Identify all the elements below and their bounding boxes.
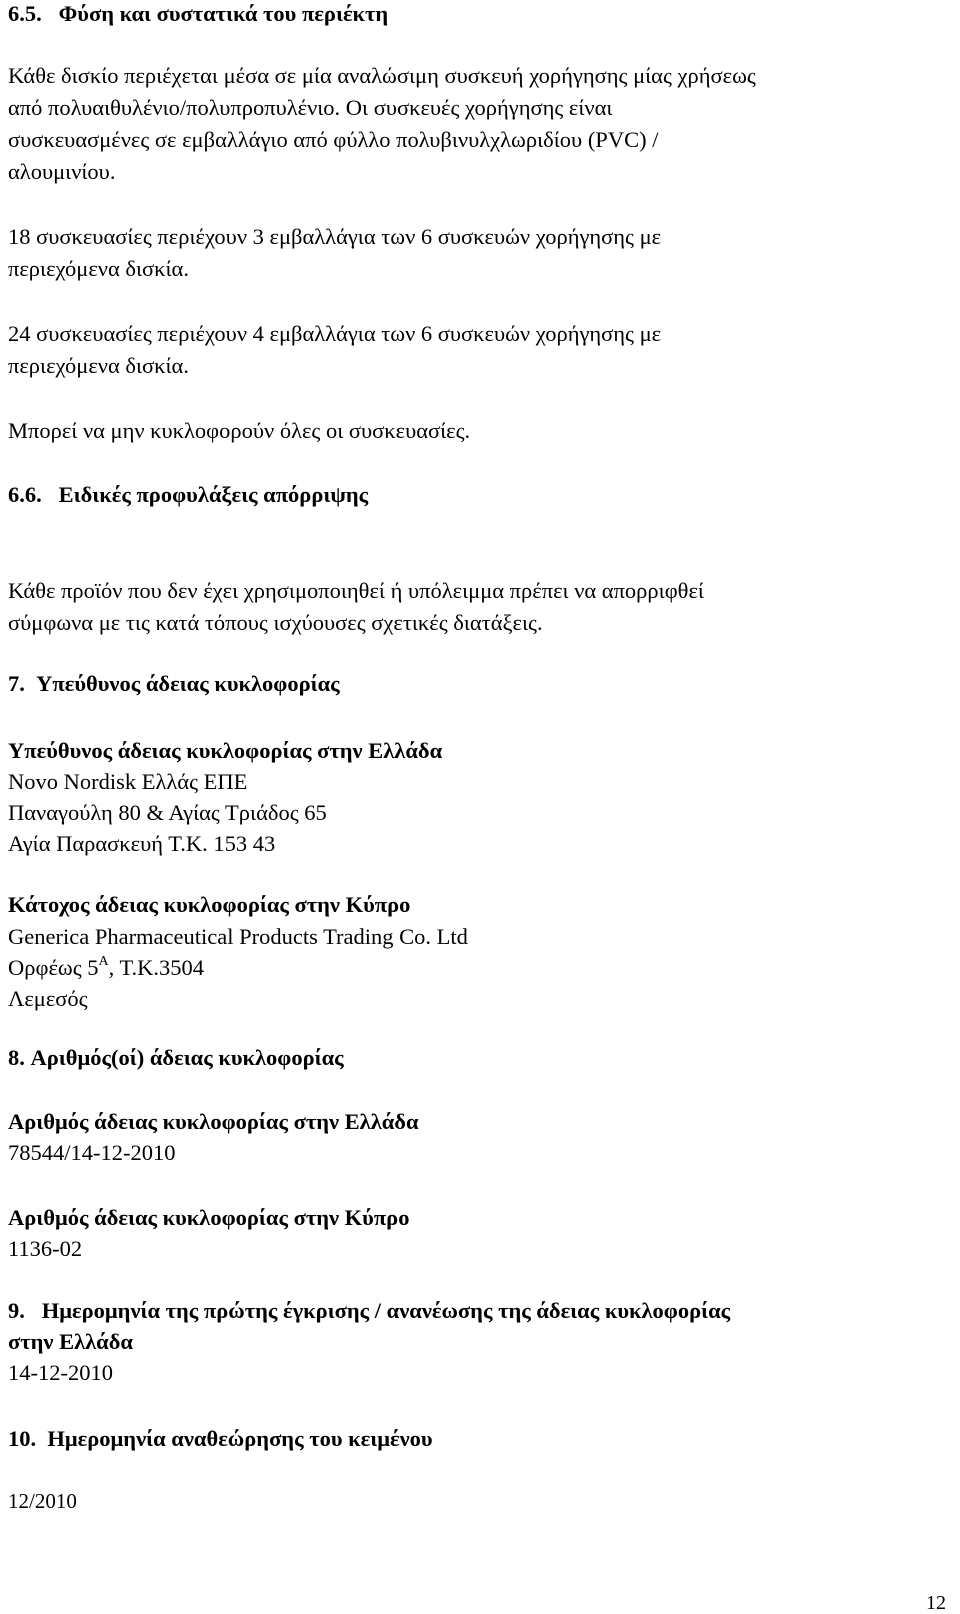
paragraph-line: 18 συσκευασίες περιέχουν 3 εμβαλλάγια των 6 συσκευών χορήγησης με (8, 224, 662, 249)
paragraph-line: Κάθε προϊόν που δεν έχει χρησιμοποιηθεί ή υπόλειμμα πρέπει να απορριφθεί (8, 578, 704, 603)
authorization-number: 1136-02 (8, 1236, 83, 1261)
subheading-greece: Αριθμός άδειας κυκλοφορίας στην Ελλάδα (8, 1109, 419, 1134)
section-title: Ειδικές προφυλάξεις απόρριψης (58, 482, 369, 507)
address-line: Novo Nordisk Ελλάς ΕΠΕ (8, 769, 248, 794)
paragraph-line: συσκευασμένες σε εμβαλλάγιο από φύλλο πολυβινυλχλωριδίου (PVC) / (8, 127, 659, 152)
subheading-cyprus: Κάτοχος άδειας κυκλοφορίας στην Κύπρο (8, 892, 411, 917)
section-10-heading (8, 1427, 433, 1451)
paragraph-line: 24 συσκευασίες περιέχουν 4 εμβαλλάγια των 6 συσκευών χορήγησης με (8, 321, 662, 346)
section-number: 6.6. (8, 482, 42, 507)
section-number: 8. (8, 1045, 25, 1070)
paragraph-line: από πολυαιθυλένιο/πολυπροπυλένιο. Οι συσκευές χορήγησης είναι (8, 95, 613, 120)
section-6-5-heading (8, 2, 388, 26)
paragraph-line: σύμφωνα με τις κατά τόπους ισχύουσες σχετικές διατάξεις. (8, 610, 543, 635)
section-number: 10. (8, 1426, 37, 1451)
address-line: Λεμεσός (8, 986, 88, 1011)
address-line: Αγία Παρασκευή Τ.Κ. 153 43 (8, 831, 276, 856)
section-9-heading (8, 1299, 730, 1323)
address-line: Παναγούλη 80 & Αγίας Τριάδος 65 (8, 800, 327, 825)
section-title: Φύση και συστατικά του περιέκτη (58, 1, 389, 26)
section-number: 9. (8, 1298, 25, 1323)
authorization-number: 78544/14-12-2010 (8, 1140, 176, 1165)
revision-date: 12/2010 (8, 1489, 77, 1513)
address-street: Ορφέως 5 (8, 955, 99, 980)
paragraph-line: αλουμινίου. (8, 159, 116, 184)
section-8-heading (8, 1046, 344, 1070)
address-line (8, 953, 205, 980)
section-7-heading (8, 672, 340, 696)
approval-date: 14-12-2010 (8, 1360, 113, 1385)
section-title: Υπεύθυνος άδειας κυκλοφορίας (36, 671, 340, 696)
section-title: Ημερομηνία αναθεώρησης του κειμένου (47, 1426, 433, 1451)
superscript: Α (98, 953, 109, 969)
address-line: Generica Pharmaceutical Products Trading Co. Ltd (8, 924, 468, 949)
page-number: 12 (926, 1592, 946, 1614)
subheading-greece: Υπεύθυνος άδειας κυκλοφορίας στην Ελλάδα (8, 738, 443, 763)
paragraph-line: περιεχόμενα δισκία. (8, 353, 189, 378)
paragraph-line: Κάθε δισκίο περιέχεται μέσα σε μία αναλώσιμη συσκευή χορήγησης μίας χρήσεως (8, 63, 756, 88)
section-title: Ημερομηνία της πρώτης έγκρισης / ανανέωσης της άδειας κυκλοφορίας (41, 1298, 731, 1323)
section-number: 7. (8, 671, 25, 696)
paragraph-line: περιεχόμενα δισκία. (8, 256, 189, 281)
section-title: Αριθμός(οί) άδειας κυκλοφορίας (30, 1045, 344, 1070)
section-number: 6.5. (8, 1, 42, 26)
section-6-6-heading (8, 483, 368, 507)
subheading-cyprus: Αριθμός άδειας κυκλοφορίας στην Κύπρο (8, 1205, 410, 1230)
paragraph-line: Μπορεί να μην κυκλοφορούν όλες οι συσκευασίες. (8, 418, 471, 443)
section-9-heading-cont: στην Ελλάδα (8, 1329, 133, 1354)
address-postcode: , Τ.Κ.3504 (108, 955, 205, 980)
